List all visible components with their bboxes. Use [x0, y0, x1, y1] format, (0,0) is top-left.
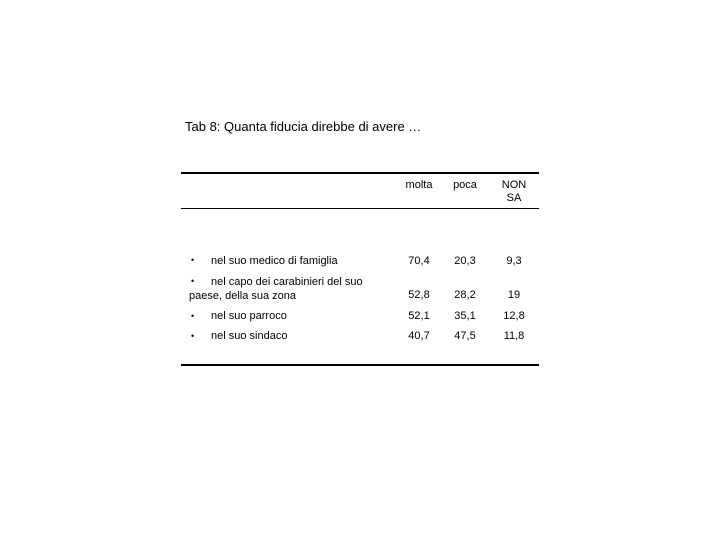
cell-molta: 40,7	[408, 330, 430, 342]
row-label: nel suo parroco	[211, 310, 287, 322]
cell-non-sa: 9,3	[506, 255, 522, 267]
cell-molta: 52,1	[408, 310, 430, 322]
column-header-poca: poca	[453, 179, 477, 191]
page-title: Tab 8: Quanta fiducia direbbe di avere …	[185, 119, 422, 134]
row-label: nel suo medico di famiglia	[211, 255, 338, 267]
bullet-icon: •	[191, 276, 195, 286]
table-header-rule	[181, 208, 539, 209]
bullet-icon: •	[191, 255, 195, 265]
row-label: nel capo dei carabinieri del suo paese, della sua zona	[189, 276, 363, 302]
cell-non-sa: 19	[507, 289, 521, 301]
cell-poca: 28,2	[454, 289, 476, 301]
column-header-molta: molta	[405, 179, 433, 191]
bullet-icon: •	[191, 331, 195, 341]
column-header-non-sa: NON SA	[501, 179, 527, 204]
cell-poca: 35,1	[454, 310, 476, 322]
table-bottom-rule	[181, 364, 539, 366]
trust-table	[181, 172, 539, 368]
row-label: nel suo sindaco	[211, 330, 288, 342]
cell-poca: 20,3	[454, 255, 476, 267]
cell-non-sa: 11,8	[503, 330, 525, 342]
cell-poca: 47,5	[454, 330, 476, 342]
cell-molta: 70,4	[408, 255, 430, 267]
cell-non-sa: 12,8	[503, 310, 525, 322]
cell-molta: 52,8	[408, 289, 430, 301]
table-top-rule	[181, 172, 539, 174]
bullet-icon: •	[191, 311, 195, 321]
